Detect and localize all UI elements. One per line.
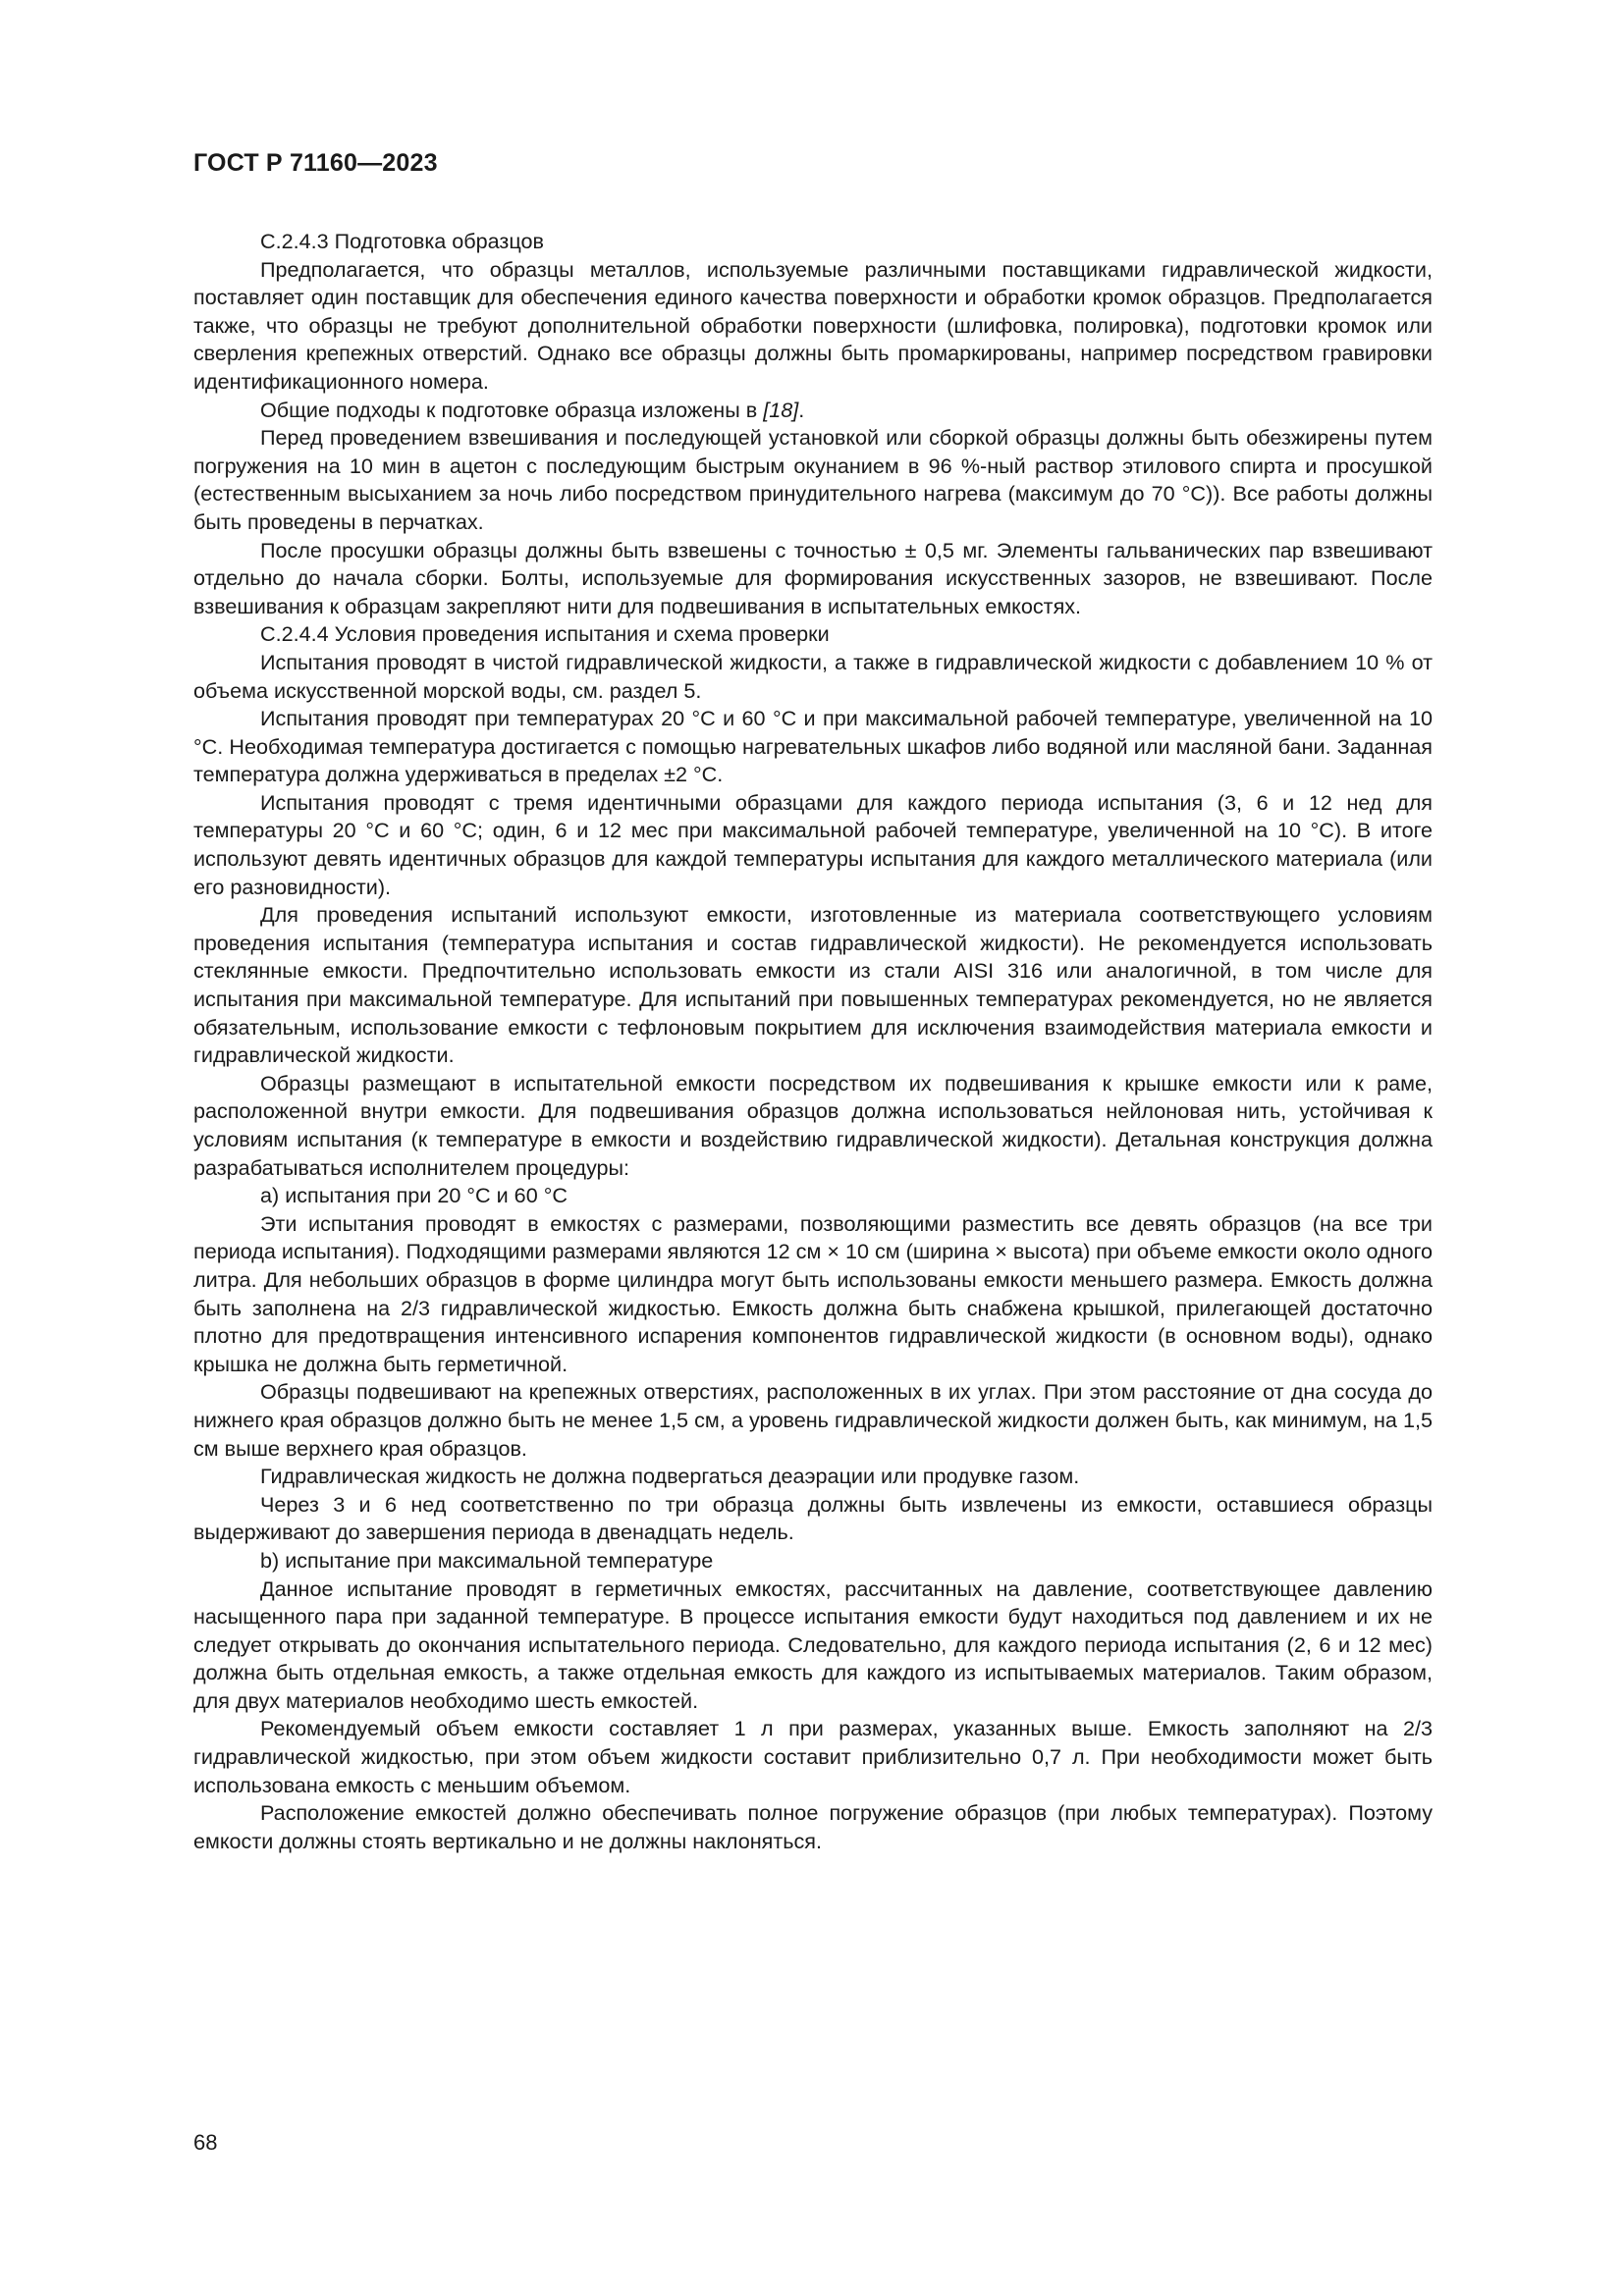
- document-id-header: ГОСТ Р 71160—2023: [193, 149, 438, 177]
- paragraph: Гидравлическая жидкость не должна подвергаться деаэрации или продувке газом.: [260, 1464, 1080, 1489]
- paragraph-text: Общие подходы к подготовке образца изложены в: [260, 397, 764, 422]
- paragraph: Для проведения испытаний используют емкости, изготовленные из материала соответствующего условиям проведения испытания (температура испытания и состав гидравлической жидкости). Не рекомендуется использовать стеклянные емкости. Предпочтительно использовать емкости из стали AISI 316 или аналогичной, в том числе для испытания при максимальной температуре. Для испытаний при повышенных температурах рекомендуется, но не является обязательным, использование емкости с тефлоновым покрытием для исключения взаимодействия материала емкости и гидравлической жидкости.: [193, 902, 1433, 1068]
- paragraph: Испытания проводят в чистой гидравлической жидкости, а также в гидравлической жидкости с добавлением 10 % от объема искусственной морской воды, см. раздел 5.: [193, 649, 1433, 703]
- paragraph: Испытания проводят с тремя идентичными образцами для каждого периода испытания (3, 6 и 12 нед для температуры 20 °С и 60 °С; один, 6 и 12 мес при максимальной рабочей температуре, увеличенной на 10 °С). В итоге используют девять идентичных образцов для каждой температуры испытания для каждого металлического материала (или его разновидности).: [193, 789, 1433, 899]
- paragraph: Испытания проводят при температурах 20 °С и 60 °С и при максимальной рабочей температуре, увеличенной на 10 °С. Необходимая температура достигается с помощью нагревательных шкафов либо водяной или масляной бани. Заданная температура должна удерживаться в пределах ±2 °С.: [193, 706, 1433, 787]
- section-heading-c244: С.2.4.4 Условия проведения испытания и схема проверки: [260, 621, 830, 647]
- paragraph-with-reference: [193, 397, 1433, 425]
- paragraph: Образцы размещают в испытательной емкости посредством их подвешивания к крышке емкости или к раме, расположенной внутри емкости. Для подвешивания образцов должна использоваться нейлоновая нить, устойчивая к условиям испытания (к температуре в емкости и воздействию гидравлической жидкости). Детальная конструкция должна разрабатываться исполнителем процедуры:: [193, 1070, 1433, 1180]
- paragraph: Предполагается, что образцы металлов, используемые различными поставщиками гидравлической жидкости, поставляет один поставщик для обеспечения единого качества поверхности и обработки кромок образцов. Предполагается также, что образцы не требуют дополнительной обработки поверхности (шлифовка, полировка), подготовки кромок или сверления крепежных отверстий. Однако все образцы должны быть промаркированы, например посредством гравировки идентификационного номера.: [193, 256, 1433, 394]
- paragraph: После просушки образцы должны быть взвешены с точностью ± 0,5 мг. Элементы гальванических пар взвешивают отдельно до начала сборки. Болты, используемые для формирования искусственных зазоров, не взвешивают. После взвешивания к образцам закрепляют нити для подвешивания в испытательных емкостях.: [193, 537, 1433, 618]
- list-item-b: b) испытание при максимальной температуре: [260, 1547, 714, 1573]
- paragraph: Перед проведением взвешивания и последующей установкой или сборкой образцы должны быть обезжирены путем погружения на 10 мин в ацетон с последующим быстрым окунанием в 96 %-ный раствор этилового спирта и просушкой (естественным высыханием за ночь либо посредством принудительного нагрева (максимум до 70 °С)). Все работы должны быть проведены в перчатках.: [193, 425, 1433, 534]
- document-body: [193, 228, 1433, 1855]
- section-heading-c243: С.2.4.3 Подготовка образцов: [260, 229, 544, 253]
- paragraph-end: .: [798, 397, 805, 422]
- paragraph: Расположение емкостей должно обеспечивать полное погружение образцов (при любых температурах). Поэтому емкости должны стоять вертикально и не должны наклоняться.: [193, 1800, 1433, 1853]
- list-item-a: а) испытания при 20 °С и 60 °С: [260, 1183, 568, 1208]
- paragraph: Через 3 и 6 нед соответственно по три образца должны быть извлечены из емкости, оставшиеся образцы выдерживают до завершения периода в двенадцать недель.: [193, 1491, 1433, 1545]
- paragraph: Эти испытания проводят в емкостях с размерами, позволяющими разместить все девять образцов (на все три периода испытания). Подходящими размерами являются 12 см × 10 см (ширина × высота) при объеме емкости около одного литра. Для небольших образцов в форме цилиндра могут быть использованы емкости меньшего размера. Емкость должна быть заполнена на 2/3 гидравлической жидкостью. Емкость должна быть снабжена крышкой, прилегающей достаточно плотно для предотвращения интенсивного испарения компонентов гидравлической жидкости (в основном воды), однако крышка не должна быть герметичной.: [193, 1210, 1433, 1376]
- paragraph: Данное испытание проводят в герметичных емкостях, рассчитанных на давление, соответствующее давлению насыщенного пара при заданной температуре. В процессе испытания емкости будут находиться под давлением и их не следует открывать до окончания испытательного периода. Следовательно, для каждого периода испытания (2, 6 и 12 мес) должна быть отдельная емкость, а также отдельная емкость для каждого из испытываемых материалов. Таким образом, для двух материалов необходимо шесть емкостей.: [193, 1575, 1433, 1713]
- bibliography-reference: [18]: [763, 397, 799, 422]
- paragraph: Образцы подвешивают на крепежных отверстиях, расположенных в их углах. При этом расстояние от дна сосуда до нижнего края образцов должно быть не менее 1,5 см, а уровень гидравлической жидкости должен быть, как минимум, на 1,5 см выше верхнего края образцов.: [193, 1379, 1433, 1461]
- page-number: 68: [193, 2130, 218, 2155]
- paragraph: Рекомендуемый объем емкости составляет 1 л при размерах, указанных выше. Емкость заполняют на 2/3 гидравлической жидкостью, при этом объем жидкости составит приблизительно 0,7 л. При необходимости может быть использована емкость с меньшим объемом.: [193, 1716, 1433, 1797]
